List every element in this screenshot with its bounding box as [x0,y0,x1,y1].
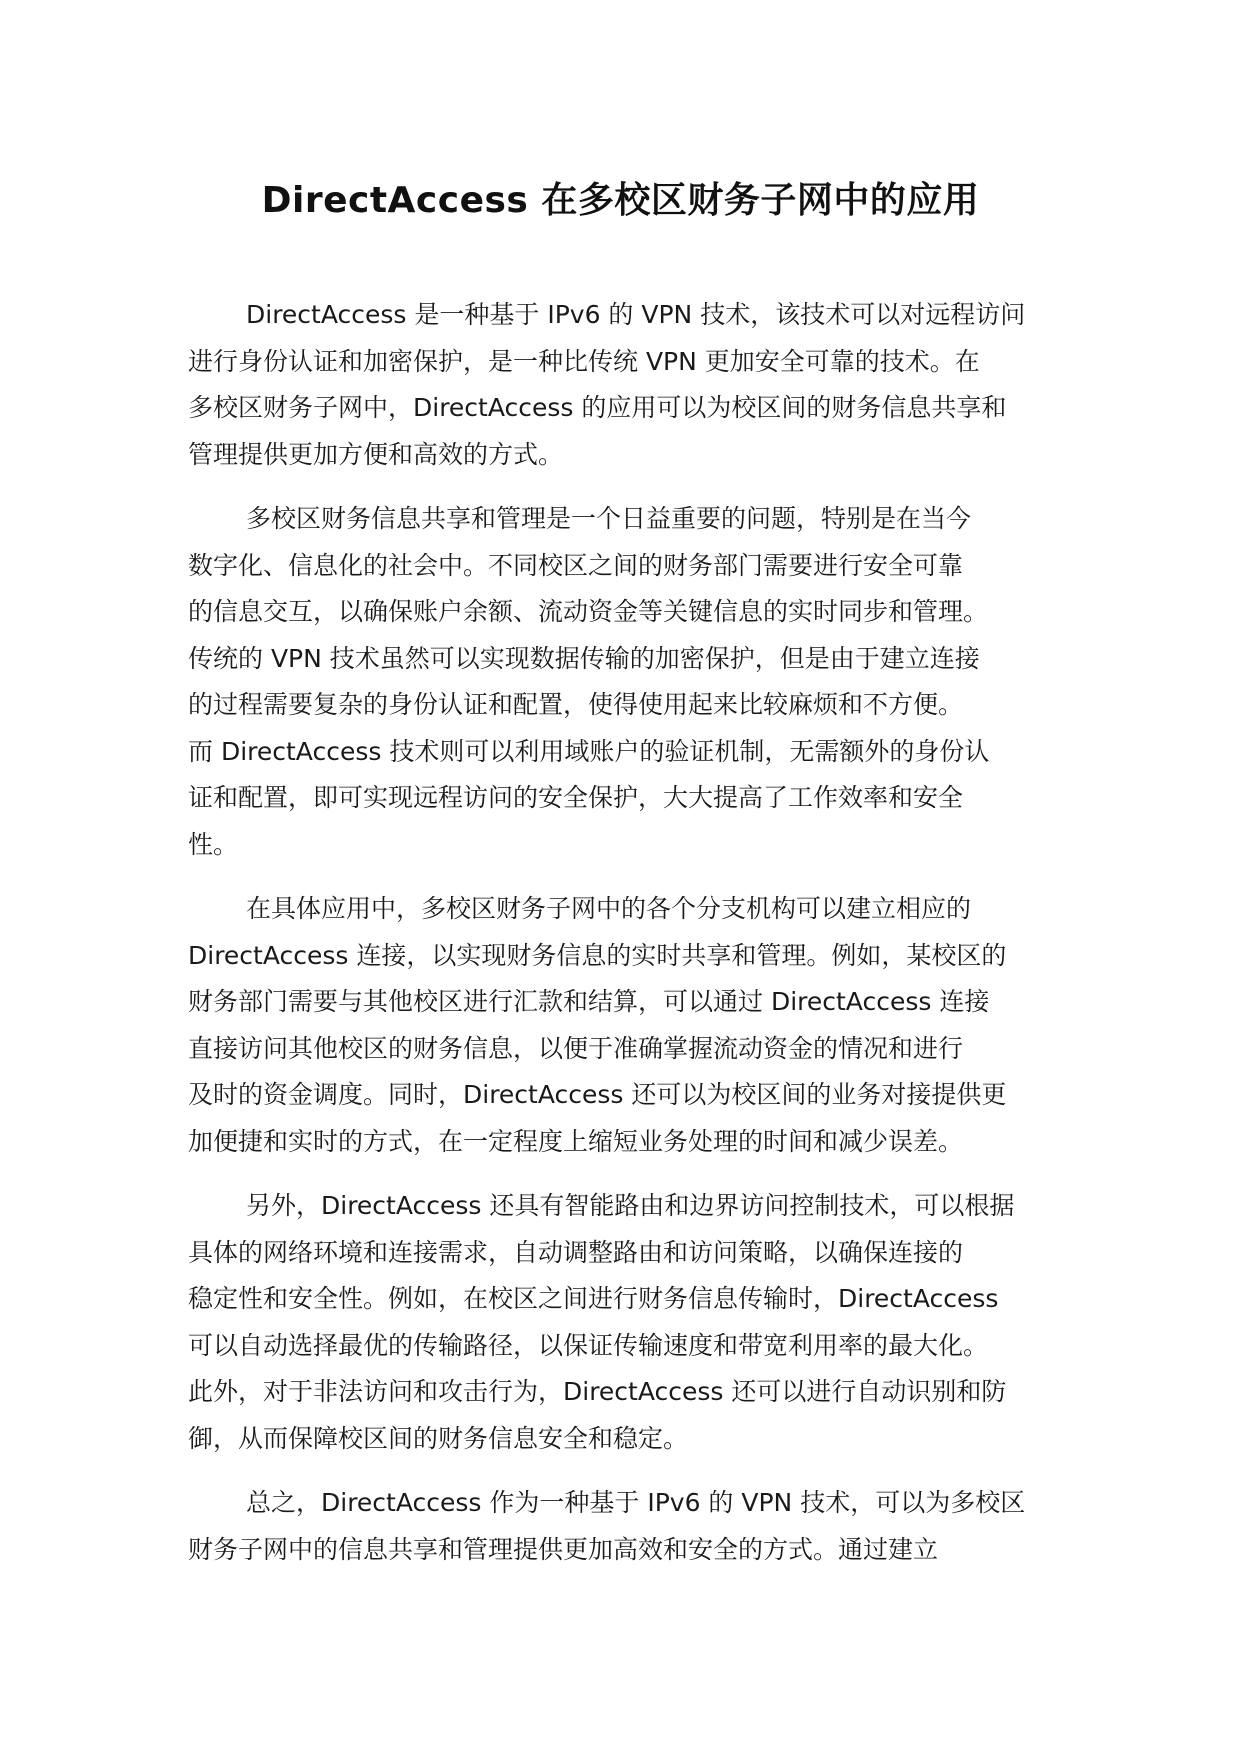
paragraph-line: 具体的网络环境和连接需求，自动调整路由和访问策略，以确保连接的 [188,1237,964,1267]
paragraph-line: 性。 [188,829,239,859]
document-body [188,292,1068,1591]
paragraph-line: 多校区财务子网中，DirectAccess 的应用可以为校区间的财务信息共享和 [188,393,1007,422]
paragraph-line: 御，从而保障校区间的财务信息安全和稳定。 [188,1423,689,1453]
paragraph-1 [188,292,1068,478]
paragraph-line: 多校区财务信息共享和管理是一个日益重要的问题，特别是在当今 [246,504,972,533]
paragraph-line: 可以自动选择最优的传输路径，以保证传输速度和带宽利用率的最大化。 [188,1330,989,1360]
paragraph-line: 另外，DirectAccess 还具有智能路由和边界访问控制技术，可以根据 [246,1191,1015,1220]
paragraph-line: DirectAccess 是一种基于 IPv6 的 VPN 技术，该技术可以对远程访问 [246,300,1026,329]
paragraph-3 [188,886,1068,1165]
paragraph-2 [188,496,1068,868]
document-title: DirectAccess 在多校区财务子网中的应用 [261,180,980,221]
paragraph-line: 而 DirectAccess 技术则可以利用域账户的验证机制，无需额外的身份认 [188,736,990,766]
paragraph-line: 数字化、信息化的社会中。不同校区之间的财务部门需要进行安全可靠 [188,550,964,580]
paragraph-5 [188,1480,1068,1573]
paragraph-line: 在具体应用中，多校区财务子网中的各个分支机构可以建立相应的 [246,894,972,923]
paragraph-line: 此外，对于非法访问和攻击行为，DirectAccess 还可以进行自动识别和防 [188,1377,1007,1406]
paragraph-line: 的信息交互，以确保账户余额、流动资金等关键信息的实时同步和管理。 [188,597,989,626]
paragraph-line: 的过程需要复杂的身份认证和配置，使得使用起来比较麻烦和不方便。 [188,690,964,719]
paragraph-line: 稳定性和安全性。例如，在校区之间进行财务信息传输时，DirectAccess [188,1284,999,1313]
paragraph-line: 及时的资金调度。同时，DirectAccess 还可以为校区间的业务对接提供更 [188,1080,1007,1109]
paragraph-line: 直接访问其他校区的财务信息，以便于准确掌握流动资金的情况和进行 [188,1033,964,1063]
paragraph-line: DirectAccess 连接，以实现财务信息的实时共享和管理。例如，某校区的 [188,940,1007,970]
paragraph-line: 财务子网中的信息共享和管理提供更加高效和安全的方式。通过建立 [188,1534,939,1564]
paragraph-line: 管理提供更加方便和高效的方式。 [188,439,564,469]
paragraph-line: 总之，DirectAccess 作为一种基于 IPv6 的 VPN 技术，可以为多校区 [246,1488,1026,1517]
paragraph-line: 传统的 VPN 技术虽然可以实现数据传输的加密保护，但是由于建立连接 [188,643,980,673]
paragraph-4 [188,1183,1068,1462]
paragraph-line: 证和配置，即可实现远程访问的安全保护，大大提高了工作效率和安全 [188,783,964,812]
paragraph-line: 进行身份认证和加密保护，是一种比传统 VPN 更加安全可靠的技术。在 [188,346,980,376]
paragraph-line: 财务部门需要与其他校区进行汇款和结算，可以通过 DirectAccess 连接 [188,987,990,1016]
paragraph-line: 加便捷和实时的方式，在一定程度上缩短业务处理的时间和减少误差。 [188,1126,964,1156]
